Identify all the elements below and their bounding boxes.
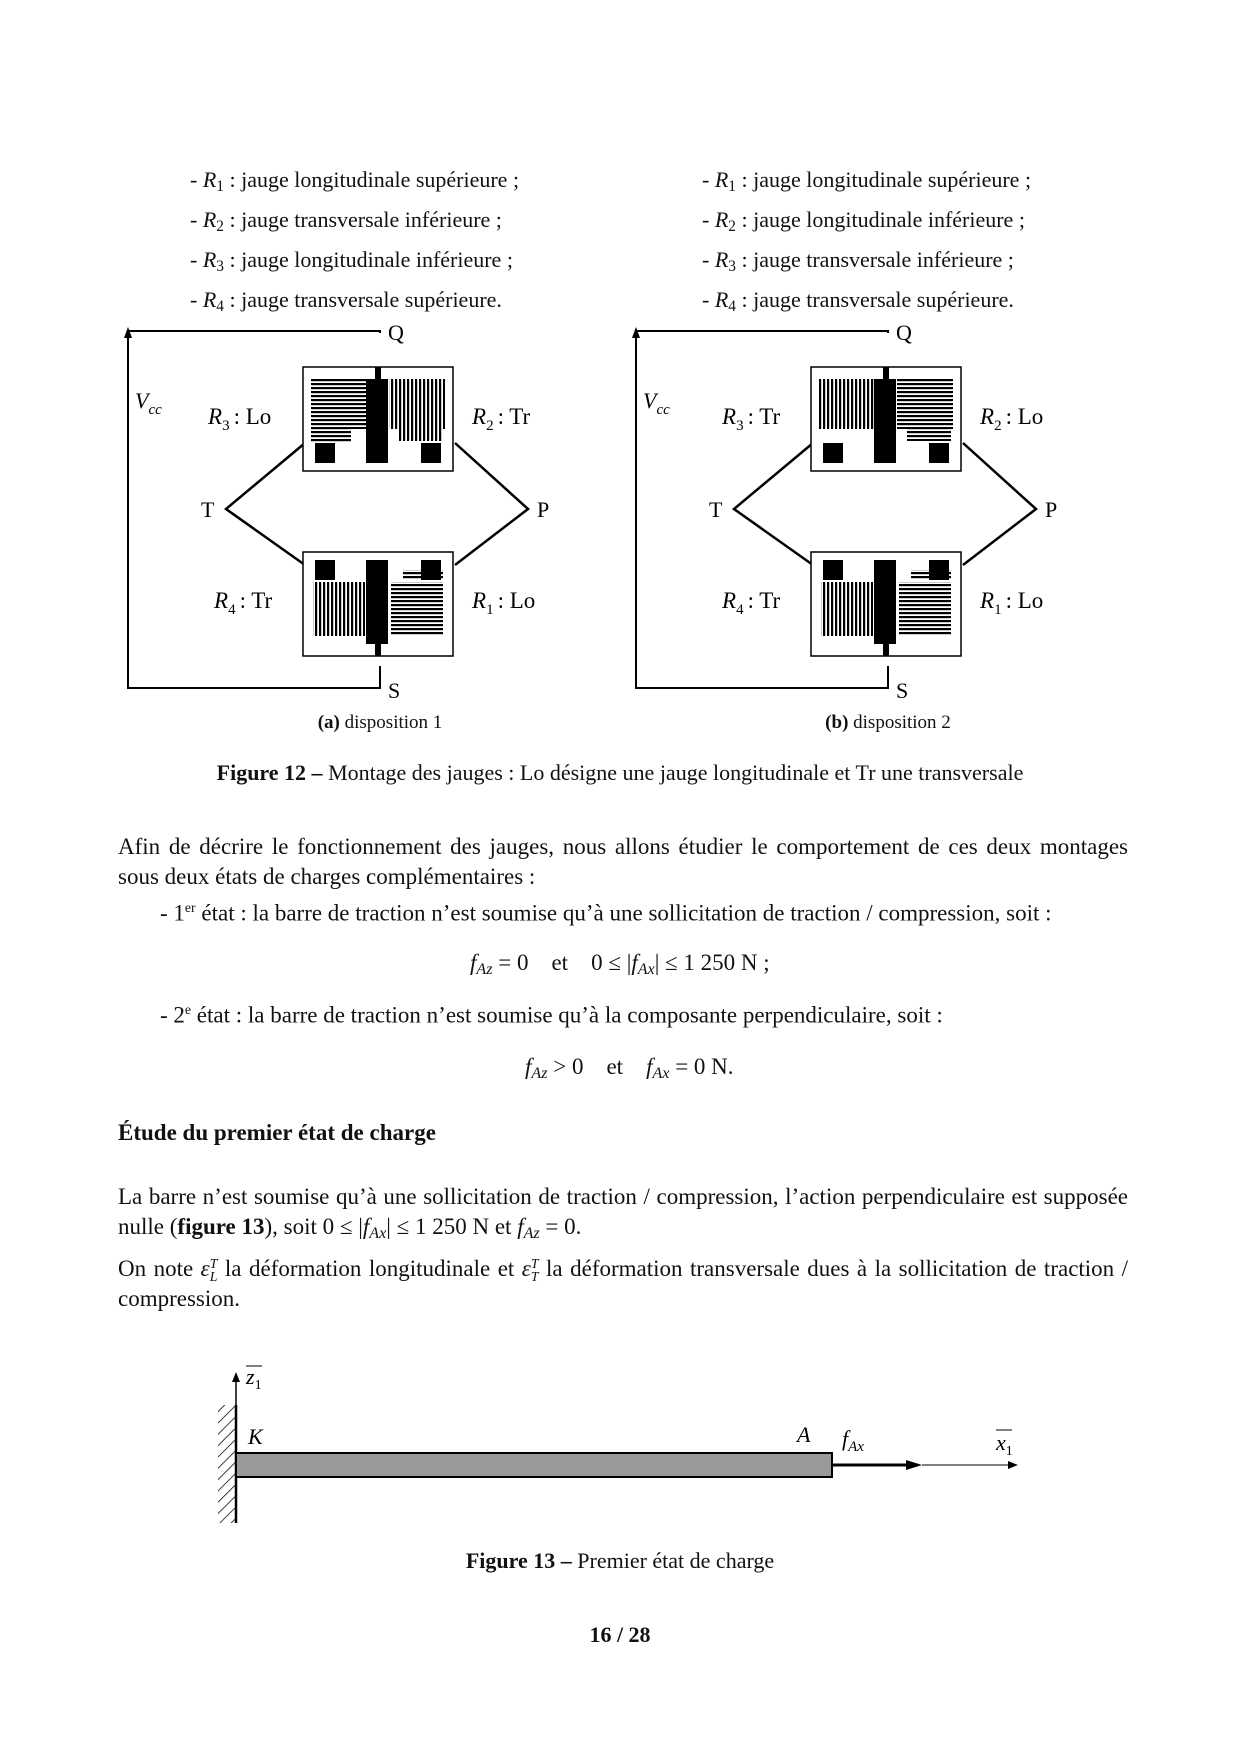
node-s-label: S xyxy=(896,678,909,703)
z-axis-arrow xyxy=(232,1372,240,1382)
vcc-label: $V_{cc}$ xyxy=(135,388,162,418)
node-s-label: S xyxy=(388,678,401,703)
list-item: - $R_2$ : jauge longitudinale inférieure ; xyxy=(702,207,1025,235)
disposition-2-circuit xyxy=(632,327,1036,688)
list-item: - $R_3$ : jauge longitudinale inférieure ; xyxy=(190,247,513,275)
intro-paragraph: Afin de décrire le fonctionnement des jauges, nous allons étudier le comportement de ces deux montages sous deux états de charges complémentaires : xyxy=(118,834,1128,889)
gauge-label-r3: $R_3$ : Lo xyxy=(208,404,272,434)
node-p-label: P xyxy=(1045,497,1058,522)
force-arrowhead xyxy=(906,1460,922,1470)
gauge-label-r2: $R_2$ : Tr xyxy=(472,404,531,434)
equation-state-2: $f_{Az} > 0$ et $f_{Ax} = 0$ N. xyxy=(525,1054,734,1083)
vcc-label: $V_{cc}$ xyxy=(643,388,670,418)
gauge-label-r2: $R_2$ : Lo xyxy=(980,404,1044,434)
state-2-item: - 2e état : la barre de traction n’est soumise qu’à la composante perpendiculaire, soit : xyxy=(160,1002,943,1028)
list-item: - $R_1$ : jauge longitudinale supérieure ; xyxy=(702,167,1032,195)
equation-state-1: $f_{Az} = 0$ et $0 \le |f_{Ax}| \le 1$ 250 N ; xyxy=(470,950,770,979)
state-1-item: - 1er état : la barre de traction n’est soumise qu’à une sollicitation de traction / compression, soit : xyxy=(160,900,1052,926)
k-label: K xyxy=(248,1424,263,1449)
gauge-label-r1: $R_1$ : Lo xyxy=(980,588,1044,618)
node-q-label: Q xyxy=(896,320,912,345)
page-number: 16 / 28 xyxy=(589,1622,651,1647)
z1-label: $z_1$ xyxy=(246,1364,262,1393)
a-label: A xyxy=(797,1422,811,1447)
wall-hatch xyxy=(218,1405,236,1523)
list-item: - $R_3$ : jauge transversale inférieure ; xyxy=(702,247,1014,275)
gauge-label-r4: $R_4$ : Tr xyxy=(214,588,273,618)
node-q-label: Q xyxy=(388,320,404,345)
gauge-label-r1: $R_1$ : Lo xyxy=(472,588,536,618)
gauge-label-r3: $R_3$ : Tr xyxy=(722,404,781,434)
bar xyxy=(236,1453,832,1477)
gauge-label-r4: $R_4$ : Tr xyxy=(722,588,781,618)
subcaption-b: (b) disposition 2 xyxy=(825,712,951,733)
section-paragraph-2: On note ε T L la déformation longitudinale et ε T T la déformation transversale dues à la sollicitation de traction / compression. xyxy=(118,1256,1129,1311)
figure-13-caption: Figure 13 – Premier état de charge xyxy=(465,1548,775,1573)
gauge-list-disposition-1 xyxy=(190,160,519,320)
x-axis-arrow xyxy=(1008,1461,1018,1469)
figure-13-diagram xyxy=(0,1340,1240,1540)
section-paragraph-1: La barre n’est soumise qu’à une sollicitation de traction / compression, l’action perpendiculaire est supposée nulle (figure 13), soit $0 \le |f_{Ax}| \le 1$ 250 N et $f_{Az} = 0$. xyxy=(118,1184,1128,1243)
figure-12-caption: Figure 12 – Montage des jauges : Lo désigne une jauge longitudinale et Tr une transversale xyxy=(216,760,1024,785)
gauge-list-disposition-2 xyxy=(702,160,1031,320)
subcaption-a: (a) disposition 1 xyxy=(317,712,443,733)
force-label: $f_{Ax}$ xyxy=(842,1426,864,1455)
node-p-label: P xyxy=(537,497,550,522)
node-t-label: T xyxy=(201,497,215,522)
list-item: - $R_4$ : jauge transversale supérieure. xyxy=(702,287,1014,315)
figure-12-diagram xyxy=(0,310,1240,730)
section-heading: Étude du premier état de charge xyxy=(118,1120,436,1145)
node-t-label: T xyxy=(709,497,723,522)
list-item: - $R_1$ : jauge longitudinale supérieure ; xyxy=(190,167,520,195)
list-item: - $R_2$ : jauge transversale inférieure ; xyxy=(190,207,502,235)
x1-label: $x_1$ xyxy=(996,1430,1013,1459)
disposition-1-circuit xyxy=(124,327,528,688)
list-item: - $R_4$ : jauge transversale supérieure. xyxy=(190,287,502,315)
